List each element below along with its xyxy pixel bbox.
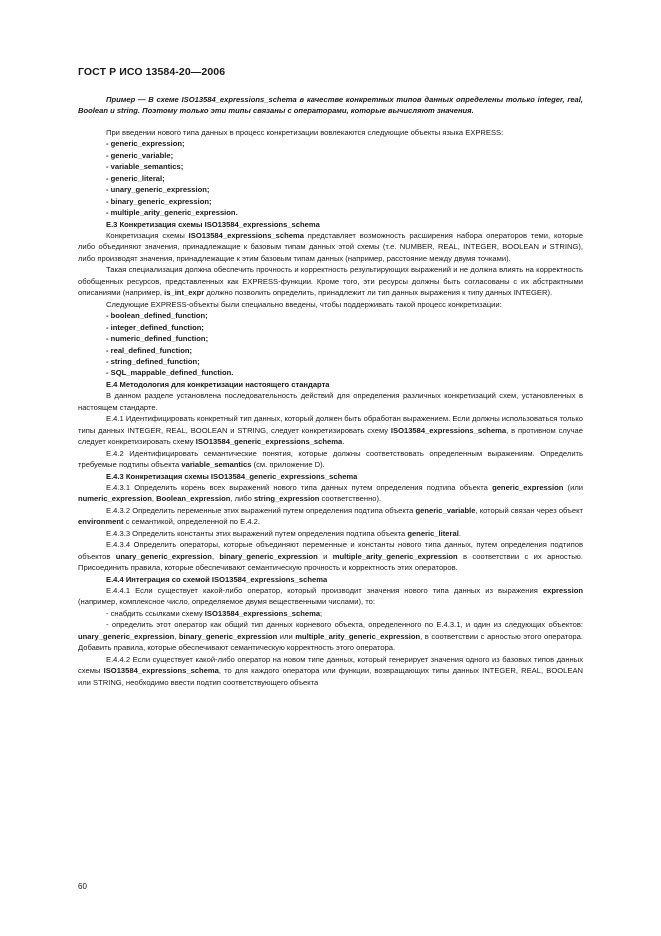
list-item: - multiple_arity_generic_expression. — [106, 208, 238, 218]
list-item: - generic_expression; — [106, 139, 185, 149]
paragraph: В данном разделе установлена последовательность действий для определения различных конкретизаций схем, установленных в настоящем стандарте. — [78, 391, 583, 412]
paragraph: E.4.3.4 Определить операторы, которые объединяют переменные и константы нового типа данных, путем определения подтипов объектов unary_generic_expression, binary_generic_expression и multiple_arity_generic_expression в соответствии с их арностью. Присоединить правила, которые обеспечивают семантическую прочность и корректность этих операторов. — [78, 540, 583, 573]
paragraph: E.4.3.1 Определить корень всех выражений нового типа данных путем определения подтипа объекта generic_expression (или numeric_expression, Boolean_expression, либо string_expression соответственно). — [78, 482, 583, 504]
list-item: - real_defined_function; — [106, 345, 193, 355]
list-item: - boolean_defined_function; — [106, 311, 208, 321]
list-item: - unary_generic_expression; — [106, 185, 210, 195]
paragraph: E.4.3.2 Определить переменные этих выражений путем определения подтипа объекта generic_variable, который связан через объект environment с семантикой, определенной по E.4.2. — [78, 505, 583, 527]
paragraph: - снабдить ссылками схему ISO13584_expressions_schema; — [106, 608, 323, 618]
section-heading: E.4.3 Конкретизация схемы ISO13584_generic_expressions_schema — [106, 471, 358, 481]
list-item: - numeric_defined_function; — [106, 334, 209, 344]
list-item: - generic_variable; — [106, 150, 174, 160]
list-item: - string_defined_function; — [106, 356, 200, 366]
paragraph: E.4.1 Идентифицировать конкретный тип данных, который должен быть обработан выражением. Если должны использоваться только типы данных INTEGER, REAL, BOOLEAN и STRING, следует конкретизировать схему ISO13584_expressions_schema, в противном случае следует конкретизировать схему ISO13584_generic_expressions_schema. — [78, 414, 583, 447]
paragraph: - определить этот оператор как общий тип данных корневого объекта, определенного по E.4.3.1, и один из следующих объектов: unary_generic_expression, binary_generic_expression или multiple_arity_generic_expression, в соответствии с арностью этого оператора. Добавить правила, которые обеспечивают семантическую корректность этого оператора. — [78, 620, 583, 653]
paragraph: E.4.4.2 Если существует какой-либо оператор на новом типе данных, который генерирует значения одного из базовых типов данных схемы ISO13584_expressions_schema, то для каждого оператора или функции, возвращающих типы данных INTEGER, REAL, BOOLEAN или STRING, необходимо ввести подтип соответствующего объекта — [78, 654, 583, 687]
list-item: - binary_generic_expression; — [106, 196, 212, 206]
page-number: 60 — [78, 882, 87, 891]
section-heading: E.3 Конкретизация схемы ISO13584_expressions_schema — [106, 219, 320, 229]
page-body — [78, 94, 583, 688]
example-note: Пример — В схеме ISO13584_expressions_schema в качестве конкретных типов данных определены только integer, real, Boolean и string. Поэтому только эти типы связаны с операторами, которые вычисляют значения. — [78, 95, 583, 116]
paragraph: E.4.3.3 Определить константы этих выражений путем определения подтипа объекта generic_literal. — [106, 528, 461, 538]
list-item: - SQL_mappable_defined_function. — [106, 368, 234, 378]
paragraph: E.4.4.1 Если существует какой-либо оператор, который производит значения нового типа данных из выражения expression (например, комплексное число, определяемое двумя вещественными числами), то: — [78, 586, 583, 607]
paragraph: При введении нового типа данных в процесс конкретизации вовлекаются следующие объекты языка EXPRESS: — [106, 127, 504, 137]
list-item: - generic_literal; — [106, 173, 165, 183]
page-header: ГОСТ Р ИСО 13584-20—2006 — [78, 66, 226, 78]
section-heading: E.4 Методология для конкретизации настоящего стандарта — [106, 379, 330, 389]
paragraph: Конкретизация схемы ISO13584_expressions_schema представляет возможность расширения набора операторов теми, которые либо объединяют значения, принадлежащие к базовым типам данных этой схемы (т.е. NUMBER, REAL, INTEGER, BOOLEAN и STRING), либо производят значения, принадлежащие к этим базовым типам данных (например, расстояние между двумя точками). — [78, 230, 583, 263]
list-item: - variable_semantics; — [106, 162, 184, 172]
paragraph: Такая специализация должна обеспечить прочность и корректность результирующих выражений и не должна влиять на корректность обобщенных ресурсов, представленных как EXPRESS-функции. Кроме того, эти ресурсы должны быть согласованы с их абстрактными описаниями (например, is_int_expr должно позволить определить, принадлежит ли тип данных выражения к типу данных INTEGER). — [78, 265, 583, 298]
list-item: - integer_defined_function; — [106, 322, 204, 332]
section-heading: E.4.4 Интеграция со схемой ISO13584_expressions_schema — [106, 574, 328, 584]
paragraph: Следующие EXPRESS-объекты были специально введены, чтобы поддерживать такой процесс конкретизации: — [106, 299, 502, 309]
paragraph: E.4.2 Идентифицировать семантические понятия, которые должны соответствовать определенным выражениям. Определить требуемые подтипы объекта variable_semantics (см. приложение D). — [78, 448, 583, 470]
